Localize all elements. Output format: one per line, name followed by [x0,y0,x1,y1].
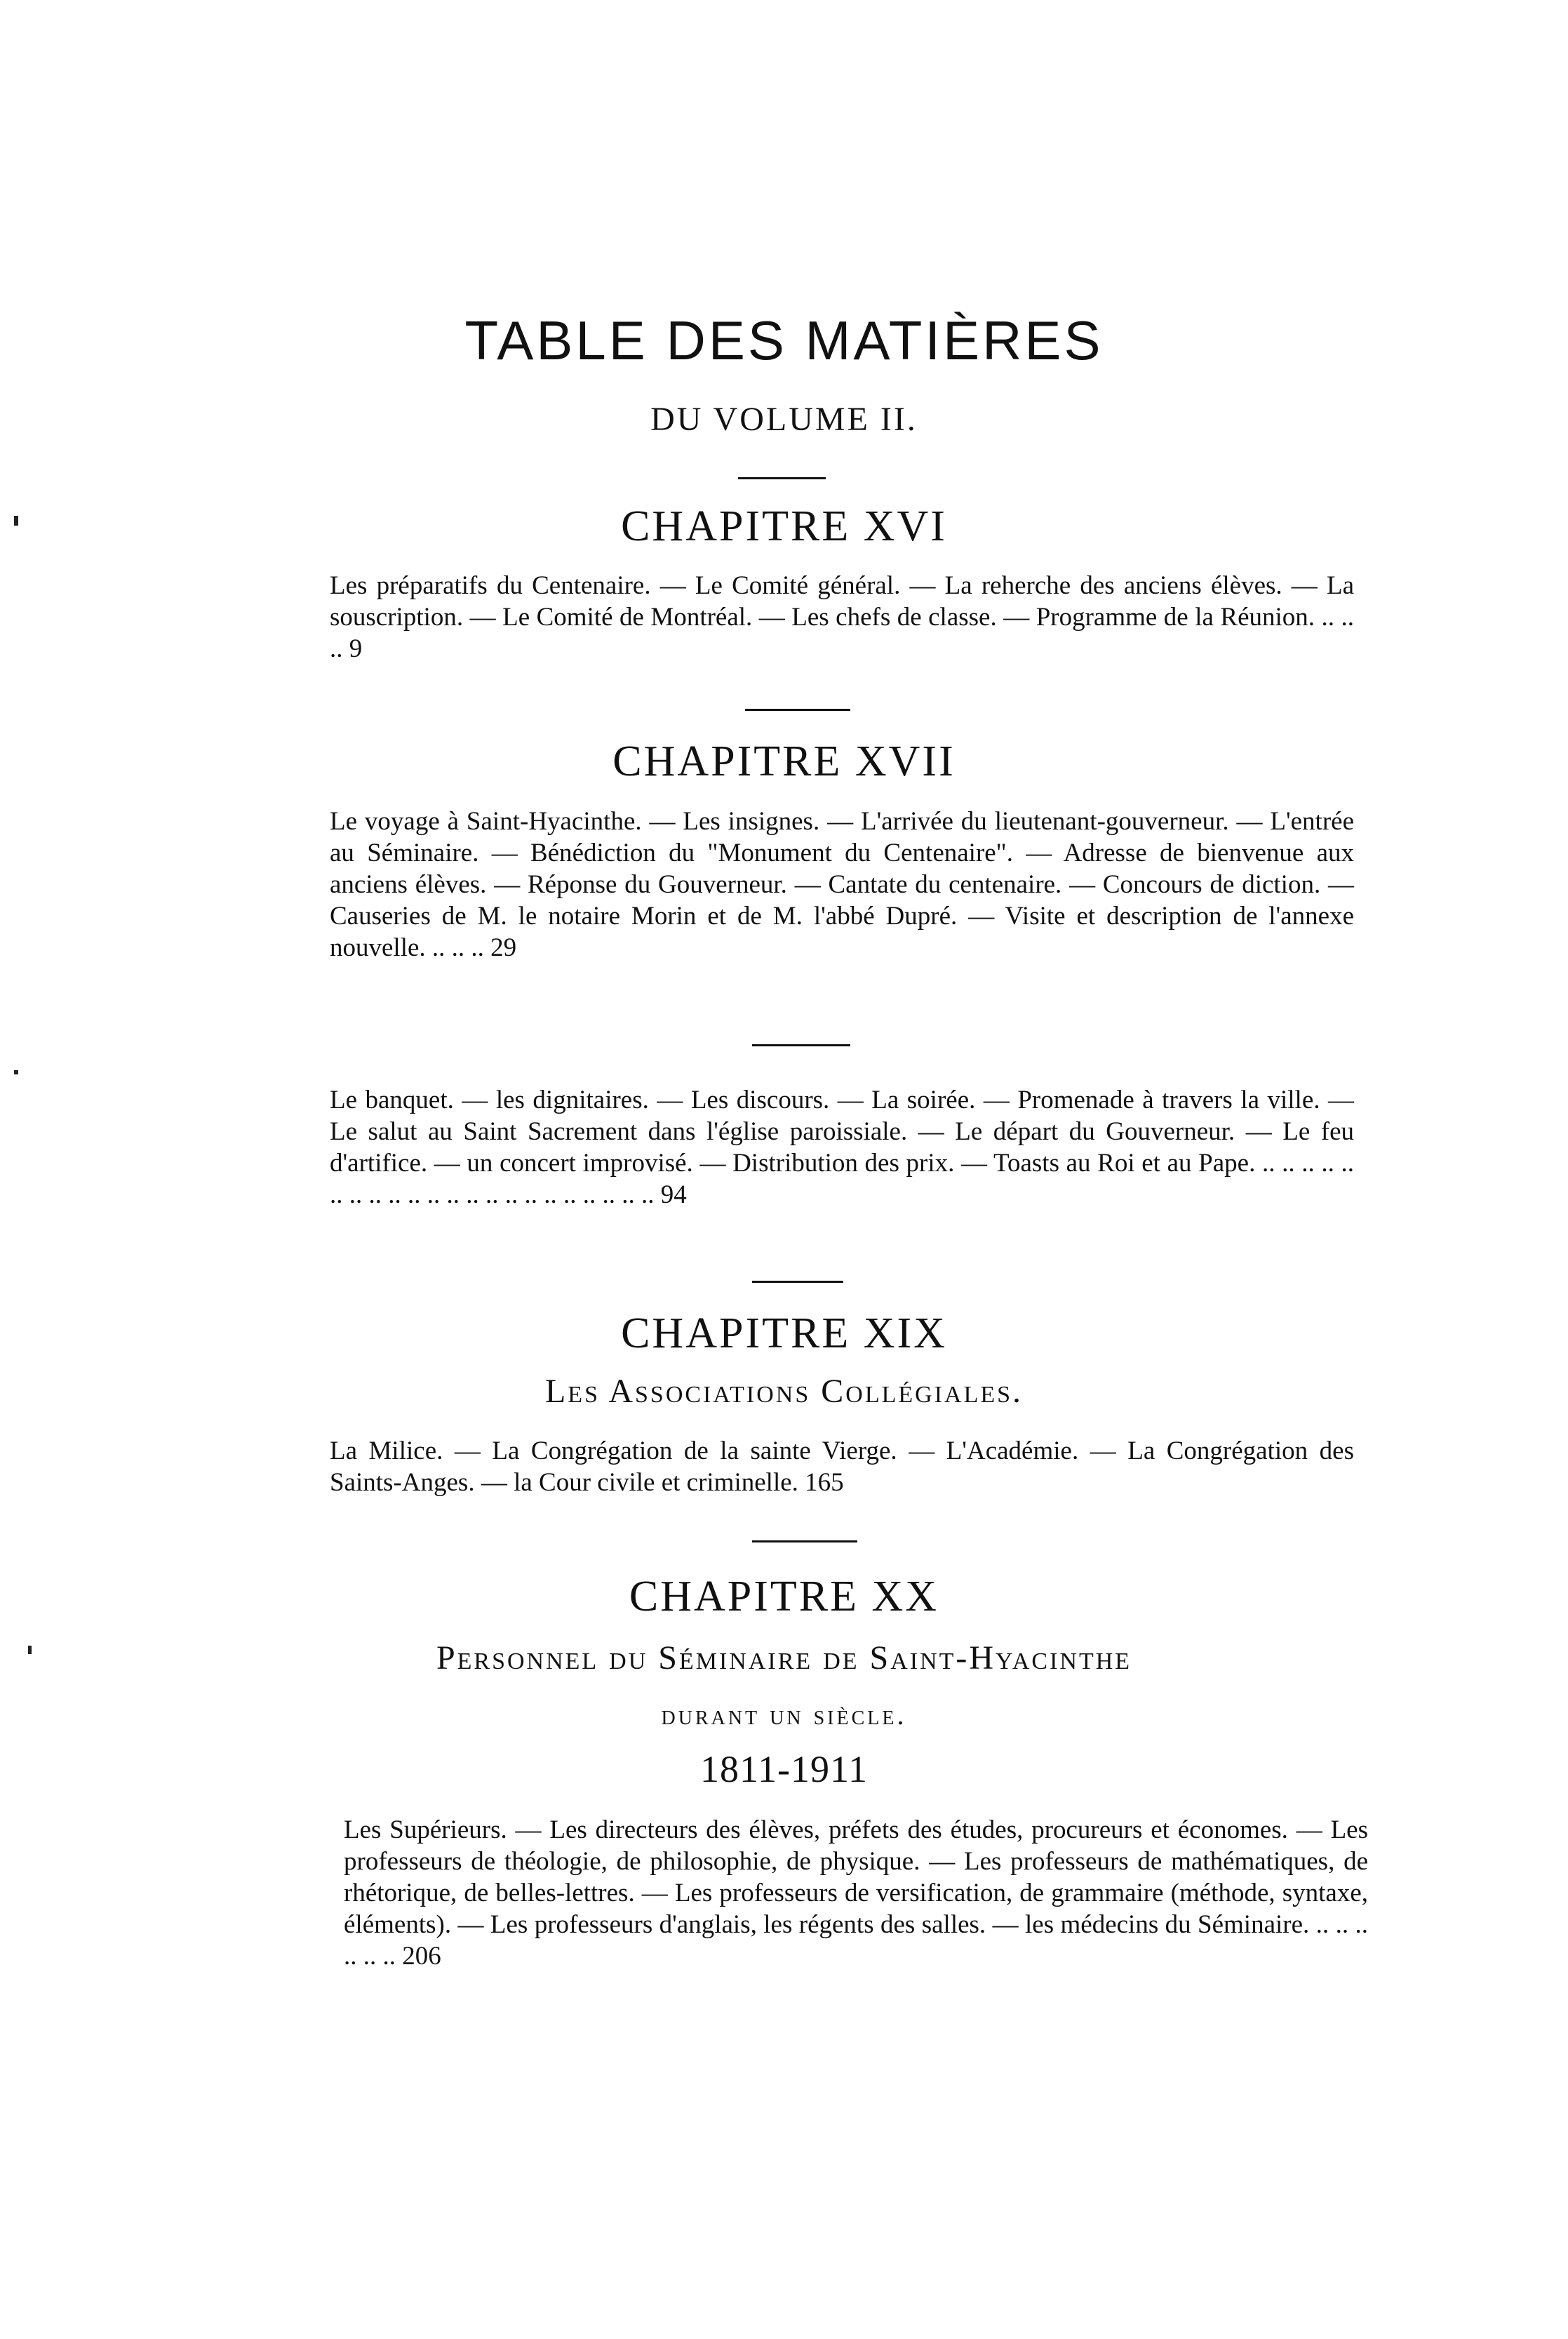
chapter-heading: CHAPITRE XX [629,1573,939,1620]
page-subtitle: DU VOLUME II. [650,401,918,438]
page-title: TABLE DES MATIÈRES [464,309,1104,371]
chapter-entry: Les préparatifs du Centenaire. — Le Comité général. — La reherche des anciens élèves. — La souscription. — Le Comité de Montréal. — Les chefs de classe. — Programme de la Réunion. .. .. .. 9 [330,571,1354,663]
chapter-entry: La Milice. — La Congrégation de la sainte Vierge. — L'Académie. — La Congrégation des Saints-Anges. — la Cour civile et criminelle. 165 [330,1437,1354,1497]
margin-mark [14,1070,18,1074]
divider-rule [745,709,850,711]
chapter-years: 1811-1911 [700,1748,868,1790]
chapter-heading: CHAPITRE XIX [621,1310,947,1357]
chapter-entry: Le voyage à Saint-Hyacinthe. — Les insignes. — L'arrivée du lieutenant-gouverneur. — L'entrée au Séminaire. — Bénédiction du "Monument du Centenaire". — Adresse de bienvenue aux anciens élèves. — Réponse du Gouverneur. — Cantate du centenaire. — Concours de diction. — Causeries de M. le notaire Morin et de M. l'abbé Dupré. — Visite et description de l'annexe nouvelle. .. .. .. 29 [330,807,1354,962]
divider-rule [738,477,826,479]
chapter-subheading-line-2: durant un siècle. [661,1699,907,1731]
divider-rule [752,1281,843,1283]
chapter-entry: Les Supérieurs. — Les directeurs des élèves, préfets des études, procureurs et économes. — Les professeurs de théologie, de philosophie, de physique. — Les professeurs de mathématiques, de rhétorique, de belles-lettres. — Les professeurs de versification, de grammaire (méthode, syntaxe, éléments). — Les professeurs d'anglais, les régents des salles. — les médecins du Séminaire. .. .. .. .. .. .. 206 [344,1815,1368,1971]
chapter-entry: Le banquet. — les dignitaires. — Les discours. — La soirée. — Promenade à travers la ville. — Le salut au Saint Sacrement dans l'église paroissiale. — Le départ du Gouverneur. — Le feu d'artifice. — un concert improvisé. — Distribution des prix. — Toasts au Roi et au Pape. .. .. .. .. .. .. .. .. .. .. .. .. .. .. .. .. .. .. .. .. .. .. 94 [330,1086,1354,1209]
chapter-heading: CHAPITRE XVI [621,502,947,550]
divider-rule [752,1044,850,1046]
divider-rule [752,1540,857,1542]
chapter-subheading: Les Associations Collégiales. [544,1373,1024,1410]
chapter-subheading: Personnel du Séminaire de Saint-Hyacinthe [436,1639,1132,1677]
chapter-heading: CHAPITRE XVII [612,738,956,785]
